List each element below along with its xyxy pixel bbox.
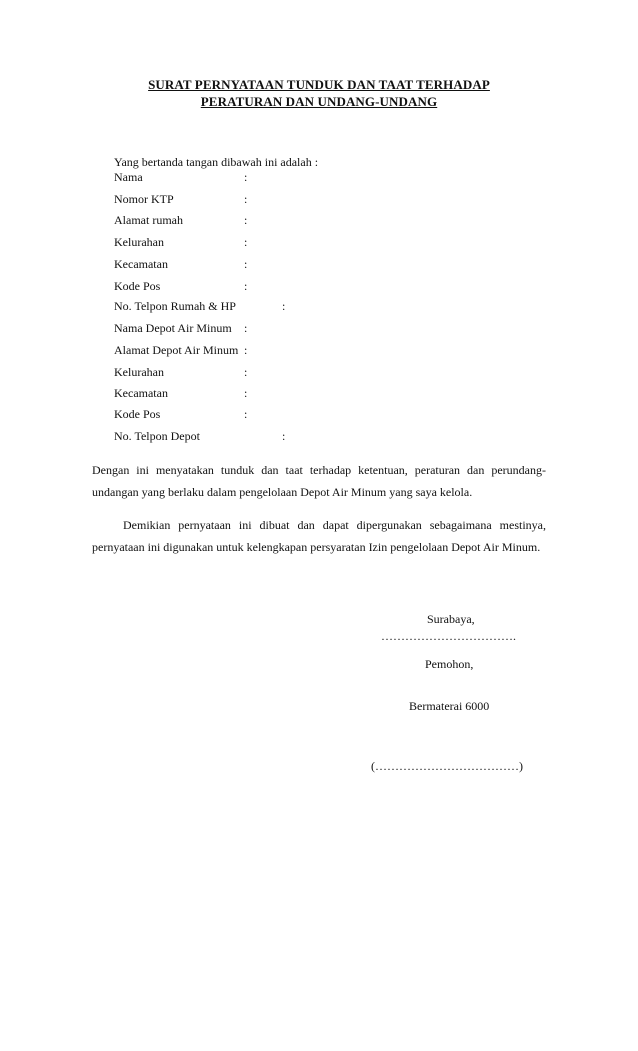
letter-title-line-2: PERATURAN DAN UNDANG-UNDANG [200, 94, 438, 109]
field-colon: : [244, 192, 248, 206]
field-colon: : [244, 343, 248, 357]
field-colon: : [244, 170, 248, 184]
intro-text: Yang bertanda tangan dibawah ini adalah : [114, 155, 319, 169]
field-colon: : [244, 257, 248, 271]
closing-paragraph: Demikian pernyataan ini dibuat dan dapat dipergunakan sebagaimana mestinya, pernyataan ini digunakan untuk kelengkapan persyaratan Izin pengelolaan Depot Air Minum. [92, 518, 546, 554]
field-label: Kecamatan [114, 386, 168, 400]
field-label: No. Telpon Depot [114, 429, 200, 443]
field-colon: : [244, 235, 248, 249]
stamp-duty-note: Bermaterai 6000 [409, 699, 490, 713]
field-colon: : [244, 407, 248, 421]
field-label: Nama [114, 170, 143, 184]
field-colon: : [244, 386, 248, 400]
field-kelurahan [114, 235, 248, 250]
field-nama-depot [114, 321, 248, 336]
field-alamat-rumah [114, 213, 248, 228]
field-label: No. Telpon Rumah & HP [114, 299, 236, 313]
field-nomor-ktp [114, 192, 248, 207]
field-telpon-rumah-hp [114, 299, 286, 314]
field-kecamatan [114, 257, 248, 272]
field-kode-pos [114, 279, 248, 294]
field-nama [114, 170, 248, 185]
field-colon: : [244, 213, 248, 227]
field-kelurahan-depot [114, 365, 248, 380]
field-label: Kelurahan [114, 235, 164, 249]
signature-date-line: ……………………………. [381, 629, 516, 643]
field-telpon-depot [114, 429, 286, 444]
statement-paragraph: Dengan ini menyatakan tunduk dan taat terhadap ketentuan, peraturan dan perundang-undangan yang berlaku dalam pengelolaan Depot Air Minum yang saya kelola. [92, 463, 546, 499]
field-label: Kecamatan [114, 257, 168, 271]
field-colon: : [244, 365, 248, 379]
field-label: Kode Pos [114, 279, 161, 293]
field-alamat-depot [114, 343, 248, 358]
field-label: Nama Depot Air Minum [114, 321, 232, 335]
field-kode-pos-depot [114, 407, 248, 422]
field-kecamatan-depot [114, 386, 248, 401]
field-colon: : [282, 429, 286, 443]
letter-title-line-1: SURAT PERNYATAAN TUNDUK DAN TAAT TERHADAP [148, 77, 490, 92]
field-colon: : [282, 299, 286, 313]
field-colon: : [244, 321, 248, 335]
signature-city: Surabaya, [427, 612, 475, 626]
signature-name-line: (………………………………) [371, 759, 523, 773]
field-label: Alamat rumah [114, 213, 183, 227]
field-label: Kelurahan [114, 365, 164, 379]
field-label: Alamat Depot Air Minum [114, 343, 239, 357]
field-colon: : [244, 279, 248, 293]
signature-role: Pemohon, [425, 657, 474, 671]
field-label: Nomor KTP [114, 192, 174, 206]
field-label: Kode Pos [114, 407, 161, 421]
